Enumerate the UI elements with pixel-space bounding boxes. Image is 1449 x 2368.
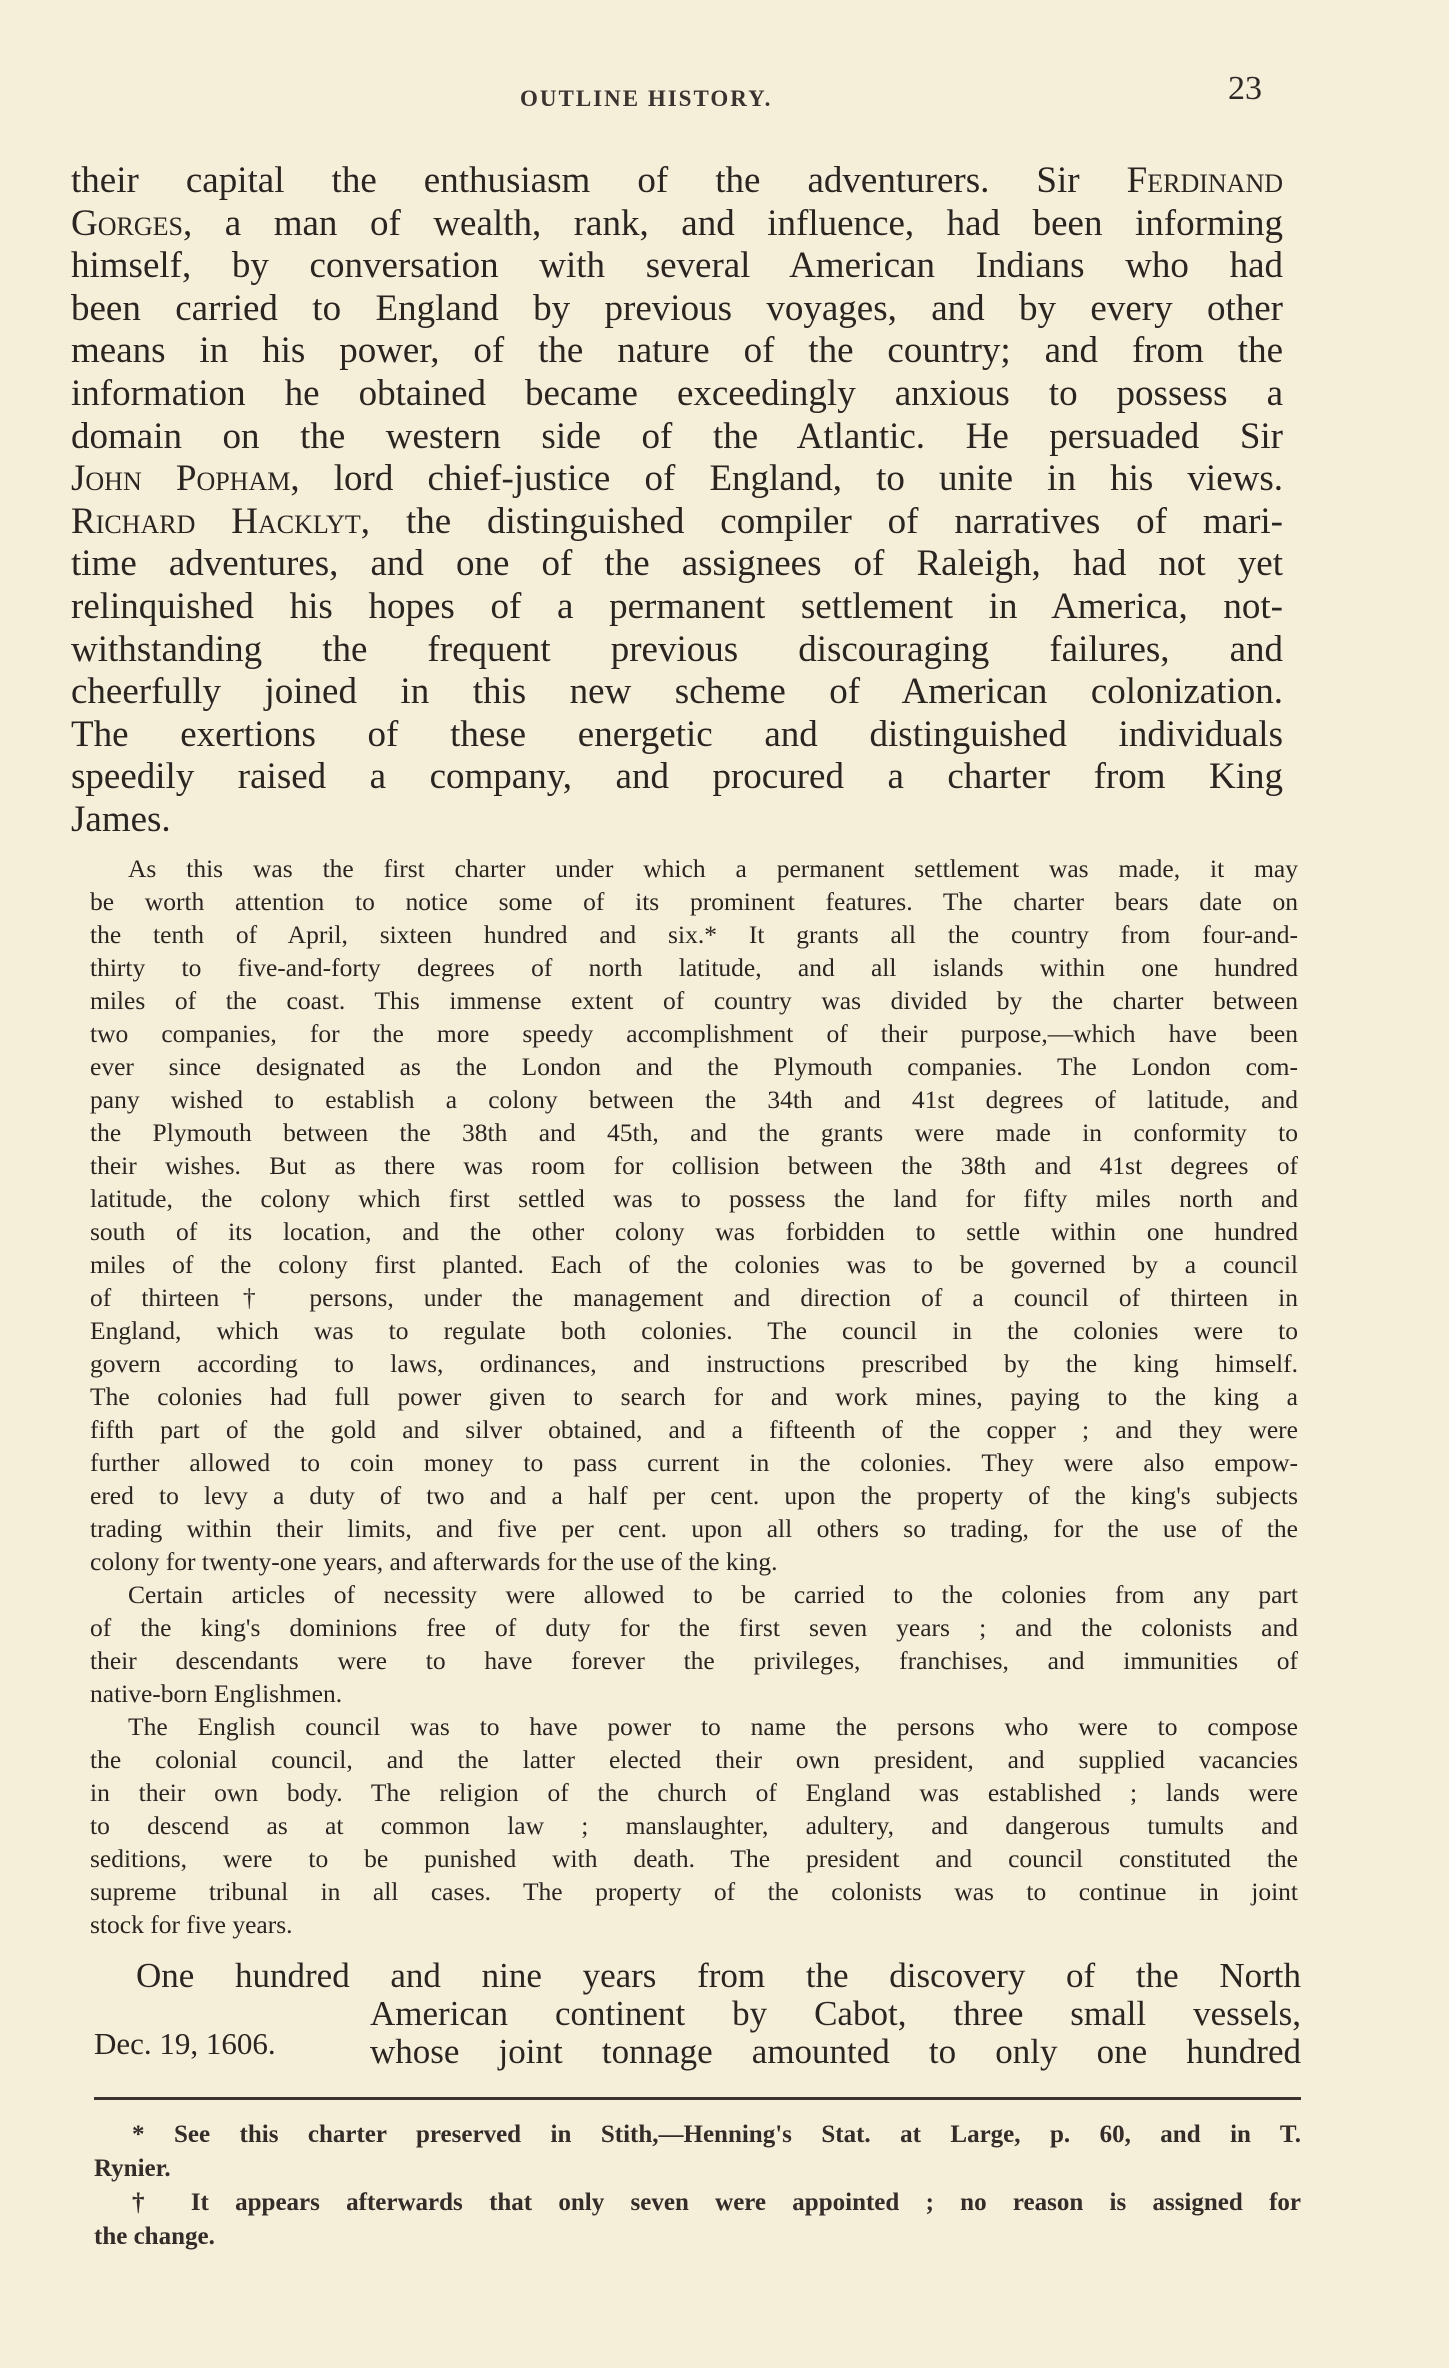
text-line xyxy=(71,756,1283,799)
footnotes xyxy=(94,2118,1301,2254)
note-line: Certain articles of necessity were allowed to be carried to the colonies from any part xyxy=(128,1580,1298,1609)
note-line: of the king's dominions free of duty for the first seven years ; and the colonists and xyxy=(90,1613,1298,1642)
note-line: ered to levy a duty of two and a half per cent. upon the property of the king's subjects xyxy=(90,1481,1298,1510)
text-segment: information he obtained became exceedingly anxious to possess a xyxy=(71,372,1283,414)
note-line: ever since designated as the London and the Plymouth companies. The London com- xyxy=(90,1052,1298,1081)
footnote-line: the change. xyxy=(94,2223,215,2250)
small-caps-name: Gorges xyxy=(71,202,183,244)
text-segment: means in his power, of the nature of the country; and from the xyxy=(71,330,1283,372)
text-segment: been carried to England by previous voyages, and by every other xyxy=(71,287,1283,329)
text-line xyxy=(71,245,1283,288)
note-line: be worth attention to notice some of its prominent features. The charter bears date on xyxy=(90,887,1298,916)
note-line: to descend as at common law ; manslaughter, adultery, and dangerous tumults and xyxy=(90,1811,1298,1840)
small-caps-name: Richard Hacklyt xyxy=(71,500,361,542)
note-line: thirty to five-and-forty degrees of north latitude, and all islands within one hundred xyxy=(90,953,1298,982)
note-line: south of its location, and the other colony was forbidden to settle within one hundred xyxy=(90,1217,1298,1246)
text-line xyxy=(71,416,1283,459)
footnote-line: Rynier. xyxy=(94,2155,171,2182)
charter-notes xyxy=(90,852,1298,1941)
note-line: fifth part of the gold and silver obtained, and a fifteenth of the copper ; and they were xyxy=(90,1415,1298,1444)
note-line: two companies, for the more speedy accomplishment of their purpose,—which have been xyxy=(90,1019,1298,1048)
footnote-line: † It appears afterwards that only seven were appointed ; no reason is assigned for xyxy=(132,2189,1301,2216)
text-line xyxy=(71,458,1283,501)
note-line: colony for twenty-one years, and afterwards for the use of the king. xyxy=(90,1547,778,1576)
text-line xyxy=(71,671,1283,714)
text-segment: , the distinguished compiler of narratives of mari- xyxy=(360,500,1283,542)
note-line: supreme tribunal in all cases. The property of the colonists was to continue in joint xyxy=(90,1877,1298,1906)
text-line xyxy=(71,330,1283,373)
small-caps-name: John Popham xyxy=(71,458,291,500)
note-line: trading within their limits, and five per cent. upon all others so trading, for the use of the xyxy=(90,1514,1298,1543)
text-line xyxy=(71,586,1283,629)
text-line xyxy=(71,160,1283,203)
text-line xyxy=(71,799,1283,842)
text-segment: withstanding the frequent previous discouraging failures, and xyxy=(71,628,1283,670)
note-line: the Plymouth between the 38th and 45th, and the grants were made in conformity to xyxy=(90,1118,1298,1147)
text-line xyxy=(71,501,1283,544)
running-head: OUTLINE HISTORY. xyxy=(520,86,773,111)
note-line: The English council was to have power to name the persons who were to compose xyxy=(128,1712,1298,1741)
text-line xyxy=(71,714,1283,757)
text-segment: himself, by conversation with several American Indians who had xyxy=(71,245,1283,287)
page-number: 23 xyxy=(1228,70,1262,107)
note-line: miles of the colony first planted. Each of the colonies was to be governed by a council xyxy=(90,1250,1298,1279)
text-line xyxy=(71,543,1283,586)
text-line: American continent by Cabot, three small vessels, xyxy=(370,1994,1301,2033)
text-segment: James. xyxy=(71,798,171,840)
text-line xyxy=(71,288,1283,331)
note-line: govern according to laws, ordinances, and instructions prescribed by the king himself. xyxy=(90,1349,1298,1378)
text-line: One hundred and nine years from the discovery of the North xyxy=(136,1956,1301,1995)
text-segment: speedily raised a company, and procured a charter from King xyxy=(71,756,1283,798)
footnote-line: * See this charter preserved in Stith,—Henning's Stat. at Large, p. 60, and in T. xyxy=(132,2121,1301,2148)
text-line xyxy=(71,373,1283,416)
note-line: pany wished to establish a colony between the 34th and 41st degrees of latitude, and xyxy=(90,1085,1298,1114)
small-caps-name: Ferdinand xyxy=(1126,160,1283,201)
note-line: in their own body. The religion of the church of England was established ; lands were xyxy=(90,1778,1298,1807)
main-paragraph xyxy=(71,160,1283,842)
text-segment: The exertions of these energetic and distinguished individuals xyxy=(71,713,1283,755)
text-segment: time adventures, and one of the assignees of Raleigh, had not yet xyxy=(71,543,1283,585)
note-line: their wishes. But as there was room for collision between the 38th and 41st degrees of xyxy=(90,1151,1298,1180)
text-line xyxy=(71,203,1283,246)
text-segment: domain on the western side of the Atlantic. He persuaded Sir xyxy=(71,415,1283,457)
note-line: England, which was to regulate both colonies. The council in the colonies were to xyxy=(90,1316,1298,1345)
note-line: the tenth of April, sixteen hundred and six.* It grants all the country from four-and- xyxy=(90,920,1298,949)
closing-paragraph xyxy=(136,1957,1301,2071)
note-line: miles of the coast. This immense extent of country was divided by the charter between xyxy=(90,986,1298,1015)
text-line: whose joint tonnage amounted to only one hundred xyxy=(370,2032,1301,2071)
note-line: their descendants were to have forever the privileges, franchises, and immunities of xyxy=(90,1646,1298,1675)
text-line xyxy=(71,629,1283,672)
note-line: seditions, were to be punished with death. The president and council constituted the xyxy=(90,1844,1298,1873)
note-line: further allowed to coin money to pass current in the colonies. They were also empow- xyxy=(90,1448,1298,1477)
note-line: The colonies had full power given to search for and work mines, paying to the king a xyxy=(90,1382,1298,1411)
note-line: latitude, the colony which first settled was to possess the land for fifty miles north and xyxy=(90,1184,1298,1213)
text-segment: their capital the enthusiasm of the adventurers. Sir xyxy=(71,160,1127,201)
note-line: the colonial council, and the latter elected their own president, and supplied vacancies xyxy=(90,1745,1298,1774)
note-line: of thirteen† persons, under the management and direction of a council of thirteen in xyxy=(90,1283,1298,1312)
margin-date-note: Dec. 19, 1606. xyxy=(94,2026,276,2061)
text-segment: , a man of wealth, rank, and influence, had been informing xyxy=(182,202,1283,244)
text-segment: , lord chief-justice of England, to unite in his views. xyxy=(290,458,1283,500)
footnote-rule xyxy=(94,2097,1301,2100)
text-segment: relinquished his hopes of a permanent settlement in America, not- xyxy=(71,585,1283,627)
note-line: stock for five years. xyxy=(90,1910,293,1939)
note-line: native-born Englishmen. xyxy=(90,1679,343,1708)
note-line: As this was the first charter under which a permanent settlement was made, it may xyxy=(128,854,1298,883)
text-segment: cheerfully joined in this new scheme of American colonization. xyxy=(71,671,1283,713)
